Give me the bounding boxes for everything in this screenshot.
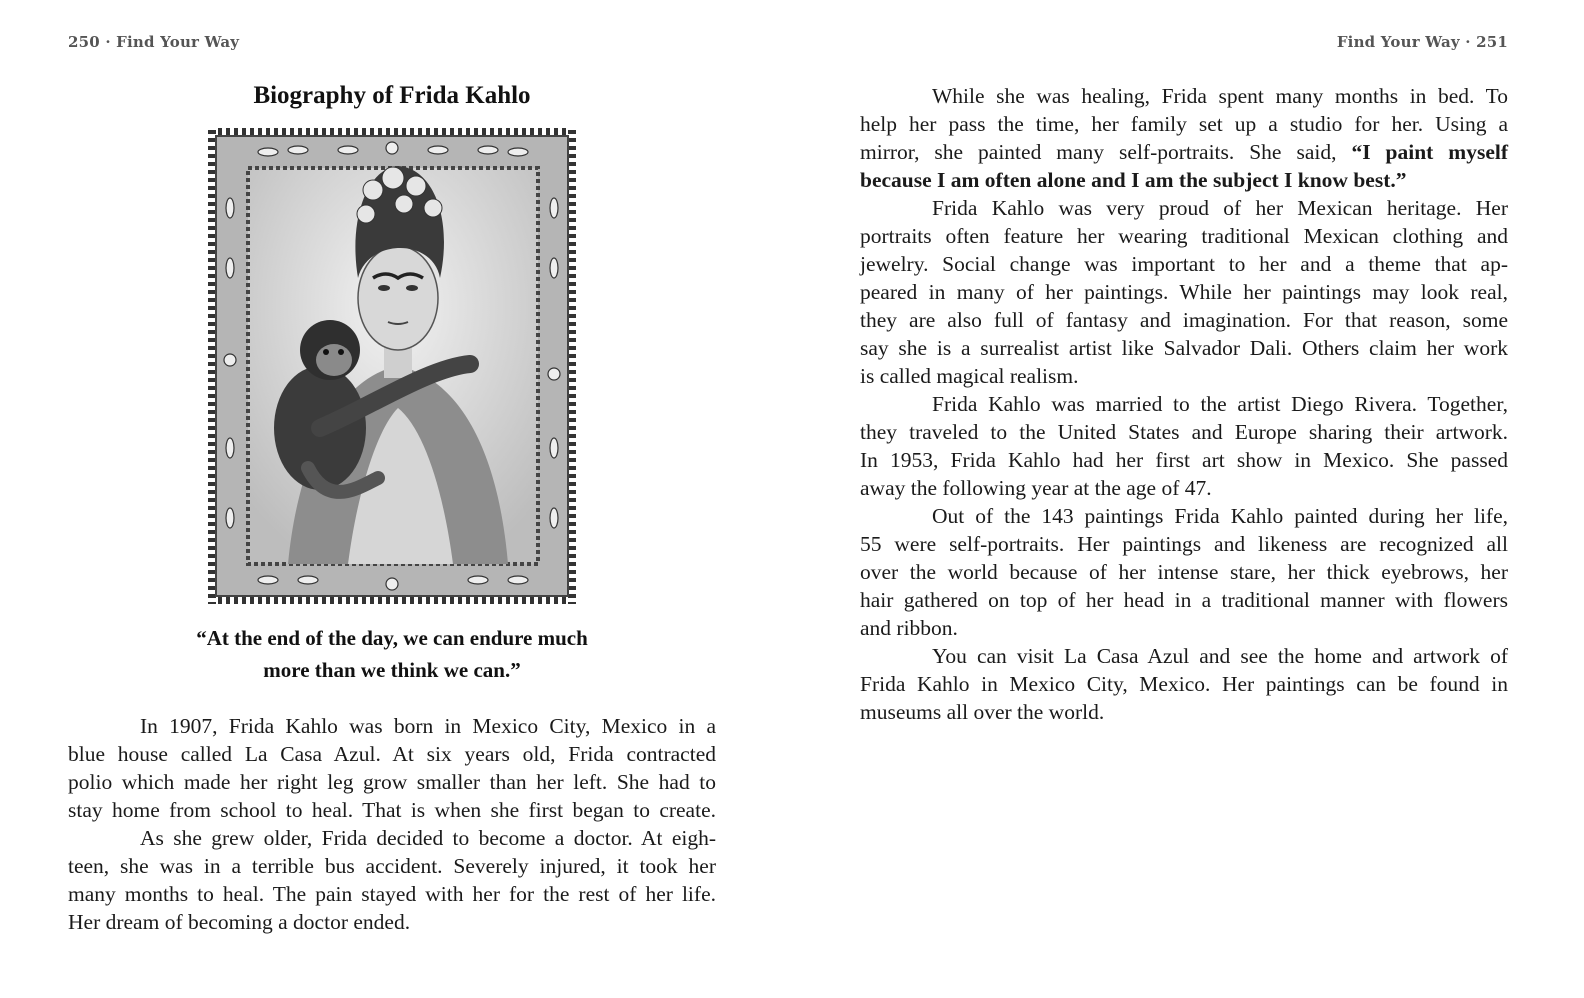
text-line: say she is a surrealist artist like Salvador Dali. Others claim her work	[860, 336, 1508, 360]
text-line: help her pass the time, her family set up a studio for her. Using a	[860, 112, 1508, 136]
text-line: away the following year at the age of 47.	[860, 476, 1212, 500]
portrait-illustration-icon	[208, 128, 576, 604]
text-line: blue house called La Casa Azul. At six years old, Frida contracted	[68, 742, 716, 766]
bold-quote-text: because I am often alone and I am the subject I know best.”	[860, 168, 1407, 192]
text-line: is called magical realism.	[860, 364, 1079, 388]
text-line-mixed	[860, 138, 1508, 166]
text-line: peared in many of her paintings. While her paintings may look real,	[860, 280, 1508, 304]
text-line: jewelry. Social change was important to her and a theme that ap-	[860, 252, 1508, 276]
text-line: Her dream of becoming a doctor ended.	[68, 910, 411, 934]
text-line: they traveled to the United States and Europe sharing their artwork.	[860, 420, 1508, 444]
left-body-text	[68, 712, 716, 936]
bold-quote-end	[860, 166, 1508, 194]
text-line: Frida Kahlo in Mexico City, Mexico. Her paintings can be found in	[860, 672, 1508, 696]
quote-line: “At the end of the day, we can endure much	[196, 626, 588, 650]
text-line: teen, she was in a terrible bus accident. Severely injured, it took her	[68, 854, 716, 878]
text-line: Out of the 143 paintings Frida Kahlo painted during her life,	[932, 504, 1508, 528]
text-line: museums all over the world.	[860, 700, 1105, 724]
running-head-right: Find Your Way · 251	[1336, 33, 1508, 51]
text-line: 55 were self-portraits. Her paintings and likeness are recognized all	[860, 532, 1508, 556]
text-line: As she grew older, Frida decided to become a doctor. At eigh-	[140, 826, 716, 850]
text-line: In 1907, Frida Kahlo was born in Mexico City, Mexico in a	[140, 714, 716, 738]
bold-quote-start: “I paint myself	[1351, 140, 1509, 164]
text-line: many months to heal. The pain stayed with her for the rest of her life.	[68, 882, 716, 906]
text-line: portraits often feature her wearing traditional Mexican clothing and	[860, 224, 1508, 248]
text-line: stay home from school to heal. That is when she first began to create.	[68, 798, 716, 822]
quote-line: more than we think we can.”	[263, 658, 521, 682]
text-line: While she was healing, Frida spent many months in bed. To	[932, 84, 1508, 108]
text-line: they are also full of fantasy and imagination. For that reason, some	[860, 308, 1508, 332]
text-line: Frida Kahlo was very proud of her Mexican heritage. Her	[932, 196, 1508, 220]
right-page	[792, 0, 1584, 998]
text-line: You can visit La Casa Azul and see the home and artwork of	[932, 644, 1508, 668]
right-body-text	[860, 82, 1508, 726]
text-line: polio which made her right leg grow smaller than her left. She had to	[68, 770, 716, 794]
text-line: and ribbon.	[860, 616, 958, 640]
running-head-left: 250 · Find Your Way	[68, 33, 240, 51]
featured-quote	[140, 622, 644, 686]
text-line: over the world because of her intense stare, her thick eyebrows, her	[860, 560, 1508, 584]
text-segment: mirror, she painted many self-portraits. She said,	[860, 140, 1337, 164]
text-line: Frida Kahlo was married to the artist Diego Rivera. Together,	[932, 392, 1508, 416]
page-title: Biography of Frida Kahlo	[253, 82, 531, 109]
text-line: hair gathered on top of her head in a traditional manner with flowers	[860, 588, 1508, 612]
text-line: In 1953, Frida Kahlo had her first art show in Mexico. She passed	[860, 448, 1508, 472]
